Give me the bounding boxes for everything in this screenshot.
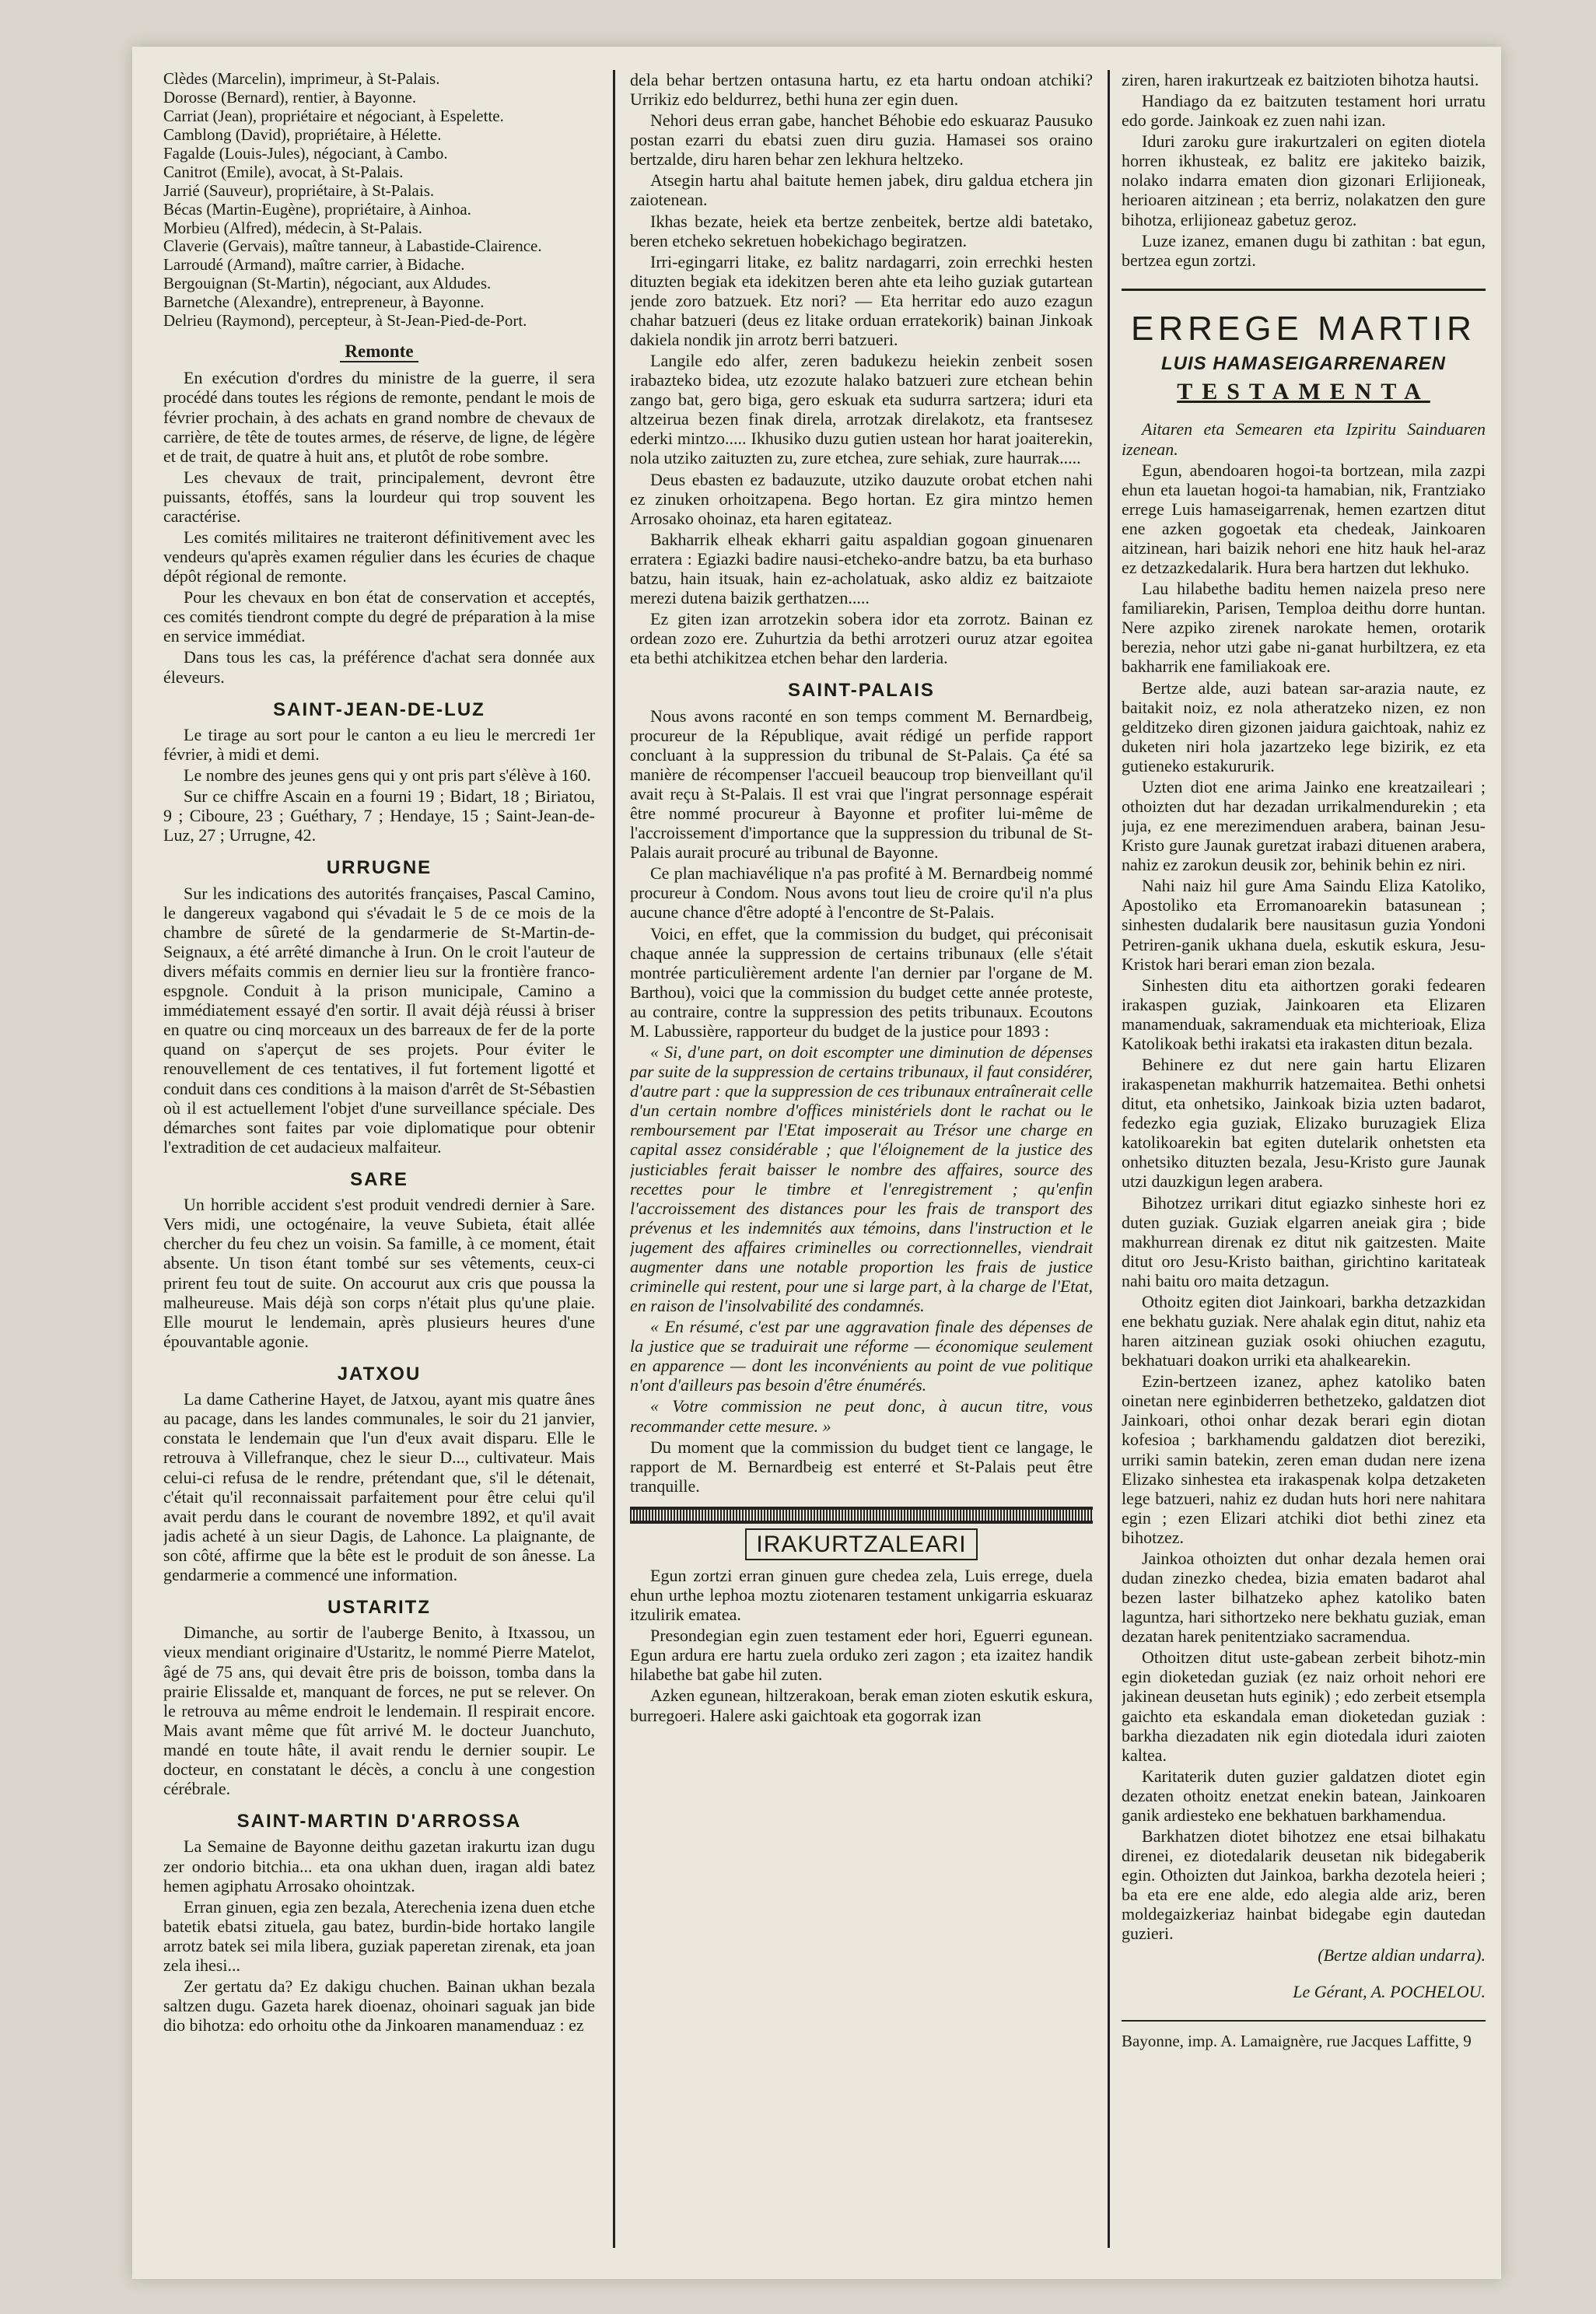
paragraph: La dame Catherine Hayet, de Jatxou, ayant mis quatre ânes au pacage, dans les landes communales, le soir du 21 janvier, constata le lendemain que l'un d'eux avait disparu. Elle le retrouva à Villefranque, chez le sieur D..., cultivateur. Mais celui-ci refusa de le rendre, prétendant que, s'il le détenait, c'était qu'il reconnaissait parfaitement pour être celui qu'il avait perdu dans le courant de novembre 1892, et qu'il avait jadis acheté à un sieur Dagis, de Lahonce. La plaignante, de son côté, affirme que la bête est le produit de son ânesse. La gendarmerie a commencé une information. — [163, 1389, 595, 1584]
gerant-signature: Le Gérant, A. POCHELOU. — [1293, 1981, 1486, 2001]
paragraph: Egun zortzi erran ginuen gure chedea zela, Luis errege, duela ehun urthe lephoa moztu ziotenaren testament unkigarria eskuaraz itzulirik ematea. — [630, 1566, 1093, 1625]
paragraph: Irri-egingarri litake, ez balitz nardagarri, zoin errechki hesten dituzten begiak eta idekitzen beren ahte eta leiho guziak gutartean jende zoro batzuek. Etz nori? — Eta herritar edo auzo ezagun chahar batzueri (deus ez litake orduan erratekorik) bainan Jinkoak dakiela nondik jin arrotz berri batzueri. — [630, 251, 1093, 350]
paragraph: Les chevaux de trait, principalement, devront être puissants, étoffés, sans la lourdeur qui trop souvent les caractérise. — [163, 467, 595, 526]
paragraph: Azken egunean, hiltzerakoan, berak eman zioten eskutik eskura, burregoeri. Halere aski gaichtoak eta gogorrak izan — [630, 1686, 1093, 1725]
quote-paragraph: « Si, d'une part, on doit escompter une diminution de dépenses par suite de la suppression de certains tribunaux, il faut considérer, d'autre part : que la suppression de ces tribunaux entraînerait celle d'un certain nombre d'offices ministériels dont le rachat ou le remboursement par l'Etat imposerait au Trésor une charge en capital assez considérable ; que l'éloignement de la justice des justiciables ferait baisser le nombre des affaires, source des recettes pour le timbre et l'enregistrement ; qu'enfin l'accroissement des distances pour les frais de transport des prévenus et les indemnités aux témoins, dans l'instruction et le jugement des affaires criminelles ou correctionnelles, viendrait augmenter dans une notable proportion les frais de justice criminelle qui restent, pour une si large part, à la charge de l'Etat, en raison de l'insolvabilité des condamnés. — [630, 1042, 1093, 1316]
ornamental-rule — [630, 1507, 1093, 1524]
column-rule-1 — [613, 70, 615, 2248]
paragraph: Bihotzez urrikari ditut egiazko sinheste hori ez duten guziak. Guziak elgarren aneiak gira ; bide makhurrean direnak ez ditut nik gaitzesten. Maite ditut oro Jesu-Kristo baithan, girichtino karitateak nahi baitu oro maita detzagun. — [1122, 1192, 1486, 1290]
paragraph: Egun, abendoaren hogoi-ta bortzean, mila zazpi ehun eta lauetan hogoi-ta hamabian, nik, Frantziako errege Luis hamaseigarrenak, hemen ezartzen ditut ene azken gogoetak eta chedeak, Jainkoaren aitzinean, hari baizik nehori ene hitz hauk hel-araz ez detzazkedalarik. Hura bera hartzen dut lekhuko. — [1122, 460, 1486, 578]
list-item: Dorosse (Bernard), rentier, à Bayonne. — [163, 87, 417, 107]
paragraph: Presondegian egin zuen testament eder hori, Eguerri egunean. Egun ardura ere hartu zuela orduko zeri zagon ; eta izaitez handik hilabethe bat gabe hil zuten. — [630, 1626, 1093, 1685]
sma-heading: SAINT-MARTIN D'ARROSSA — [236, 1811, 522, 1833]
paragraph: La Semaine de Bayonne deithu gazetan irakurtu izan dugu zer ondorio bitchia... eta ona ukhan duen, iragan aldi batez hemen agiphatu Arrosako ohointzak. — [163, 1836, 595, 1896]
sare-heading: SARE — [350, 1168, 408, 1190]
paragraph: Sinhesten ditu eta aithortzen goraki fedearen irakaspen guziak, Jainkoaren eta Elizaren manamenduak, sakramenduak eta michterioak, Eliza Katolikoak bethi irakatsi eta irakasten ditun bezala. — [1122, 975, 1486, 1053]
list-item: Bécas (Martin-Eugène), propriétaire, à Ainhoa. — [163, 199, 471, 219]
testament-heading: TESTAMENTA — [1177, 379, 1430, 405]
list-item: Carriat (Jean), propriétaire et négociant, à Espelette. — [163, 106, 504, 125]
paragraph: Iduri zaroku gure irakurtzaleri on egiten diotela horren ikhusteak, ez balitz ere jakiteko baizik, nolako indarra ematen dion gizonari Erlijioneak, herioaren aitzinean ; eta berriz, nolakatzen den gure bihotza, erlijioneaz gabetuz geroz. — [1122, 131, 1486, 229]
column-rule-2 — [1108, 70, 1110, 2248]
paragraph: Nahi naiz hil gure Ama Saindu Eliza Katoliko, Apostoliko eta Erromanoarekin batasunean ; sinhesten dudalarik bere nausitasun guzia Yondoni Petriren-ganik ukhana duela, eskutik eskura, Jesu-Kristok hari berari eman zion bezala. — [1122, 876, 1486, 974]
paragraph: Nehori deus erran gabe, hanchet Béhobie edo eskuaraz Pausuko postan ezarri du ebatsi zuen diru guzia. Hamasei sos oraino bertzalde, diru haren behar zen lekhura heltzeko. — [630, 110, 1093, 170]
paragraph: Ezin-bertzeen izanez, aphez katoliko baten oinetan nere eginbiderren bethetzeko, galdatzen diot Jainkoari, othoi onhar dezak berari egin diotan kofesioa ; barkhamendu galdatzen diot bereziki, urriki samin batekin, zeren eman dudan nere izena Elizako sinhestea eta irakaspenak kolpa detzaketen lege batzueri, nahiz ez dudan huts hori nere nahitara egin ; ezen Elizari atchiki diot bethi zinez eta bihotzez. — [1122, 1371, 1486, 1547]
paragraph: Behinere ez dut nere gain hartu Elizaren irakaspenetan makhurrik hatzemaitea. Bethi onhetsi ditut, eta onhetsiko, Jainkoak bizia uzten badarot, fedezko egia guziak, Elizako buruzagiek Eliza katolikoarekin bat egiten dutelarik onhetsten eta onhetsiko dituzten bezala, Jesu-Kristo gure Jaunak utzi dauzkigun legen arabera. — [1122, 1054, 1486, 1192]
paragraph: Dans tous les cas, la préférence d'achat sera donnée aux éleveurs. — [163, 647, 595, 687]
paragraph: Handiago da ez baitzuten testament hori urratu edo gorde. Jainkoak ez zuen nahi izan. — [1122, 91, 1486, 131]
paragraph: Pour les chevaux en bon état de conservation et acceptés, ces comités tiendront compte du degré de préparation à la mise en service immédiat. — [163, 587, 595, 646]
paragraph: Ikhas bezate, heiek eta bertze zenbeitek, bertze aldi batetako, beren etcheko sekretuen hobekichago begiratzen. — [630, 211, 1093, 250]
divider — [1122, 289, 1486, 291]
paragraph: Ez giten izan arrotzekin sobera idor eta zorrotz. Bainan ez ordean zozo ere. Zuhurtzia da bethi arrotzeri ouruz atzar egoitea eta bethi atchikitzea etchen behar den larderia. — [630, 609, 1093, 668]
paragraph: Du moment que la commission du budget tient ce langage, le rapport de M. Bernardbeig est enterré et St-Palais peut être tranquille. — [630, 1437, 1093, 1496]
paragraph: Voici, en effet, que la commission du budget, qui préconisait chaque année la suppression de certains tribunaux (elle s'était montrée particulièrement ardente l'an dernier par l'organe de M. Barthou), voici que la commission du budget cette année proteste, au contraire, contre la suppression des petits tribunaux. Ecoutons M. Labussière, rapporteur du budget de la justice pour 1893 : — [630, 923, 1093, 1041]
paragraph: Bertze alde, auzi batean sar-arazia naute, ez baitakit noiz, ez nola atheratzeko nizen, ez non gelditzeko diren gizonen jaidura gaichtoak, nahiz ez duketen niri hola jazartzeko lege bizirik, ez eta gutieneko estakururik. — [1122, 677, 1486, 775]
list-item: Clèdes (Marcelin), imprimeur, à St-Palais. — [163, 70, 440, 88]
paragraph: Uzten diot ene arima Jainko ene kreatzaileari ; othoizten dut har dezadan urrikalmendurekin ; eta juja, ez ene merezimenduen arabera, bainan Jesu-Kristo gure Jaunak guretzat irabazi dituenen arabera, nahiz ez zarokun deusik zor, behinik behin ez niri. — [1122, 776, 1486, 875]
testament-title: ERREGE MARTIR — [1131, 309, 1476, 348]
paragraph: Jainkoa othoizten dut onhar dezala hemen orai dudan zinezko chedea, bizia ematen badarot ahal bezen laster bilhatzeko aphez katoliko baten laguntza, hari sithortzeko nere bekhatu guziak, eman dezatan harek penitentziako sacramendua. — [1122, 1548, 1486, 1647]
quote-paragraph: « Votre commission ne peut donc, à aucun titre, vous recommander cette mesure. » — [630, 1396, 1093, 1436]
list-item: Jarrié (Sauveur), propriétaire, à St-Palais. — [163, 180, 435, 200]
paragraph: Un horrible accident s'est produit vendredi dernier à Sare. Vers midi, une octogénaire, la veuve Subieta, était allée chercher du feu chez un voisin. Sa famille, à ce moment, était absente. Un tison étant tombé sur ses vêtements, ceux-ci prirent feu tout de suite. On accourut aux cris que poussa la malheureuse. Mais déjà son corps n'était plus qu'une plaie. Elle mourut le lendemain, après plusieurs heures d'une épouvantable agonie. — [163, 1195, 595, 1351]
paragraph: Le tirage au sort pour le canton a eu lieu le mercredi 1er février, à midi et demi. — [163, 724, 595, 765]
sjdl-heading: SAINT-JEAN-DE-LUZ — [273, 698, 485, 720]
paragraph: Erran ginuen, egia zen bezala, Aterechenia izena duen etche batetik ebatsi zituela, gau batez, burdin-bide hortako langile arrotz batek sei mila libera, guziak paperetan zirenak, eta joan zela ihesi... — [163, 1896, 595, 1975]
list-item: Camblong (David), propriétaire, à Hélette. — [163, 124, 442, 144]
paragraph: Othoitz egiten diot Jainkoari, barkha detzazkidan ene bekhatu guziak. Nere ahalak egin ditut, nahiz eta haren aitzinean guziak osoki ohiuchen ezagutu, bekhatuari doakon urriki eta ahalkearekin. — [1122, 1291, 1486, 1371]
paragraph: Ce plan machiavélique n'a pas profité à M. Bernardbeig nommé procureur à Condom. Nous avons tout lieu de croire qu'il n'a plus aucune chance d'être adopté à l'encontre de St-Palais. — [630, 863, 1093, 922]
list-item: Fagalde (Louis-Jules), négociant, à Cambo. — [163, 143, 448, 163]
invocation: Aitaren eta Semearen eta Izpiritu Sainduaren izenean. — [1122, 419, 1486, 459]
paragraph: Sur les indications des autorités françaises, Pascal Camino, le dangereux vagabond qui s'évadait le 5 de ce mois de la chambre de sûreté de la gendarmerie de St-Martin-de-Seignaux, a été arrêté dimanche à Irun. On le croit l'auteur de divers méfaits commis en dernier lieu sur la frontière franco-espgnole. Conduit à la prison municipale, Camino a immédiatement essayé d'en sortir. Il avait déjà réussi à briser en quatre ou cinq morceaux un des barreaux de fer de la porte quand on s'aperçut de ses projets. Pour éviter le renouvellement de ces tentatives, il fut fortement ligotté et conduit dans ces conditions à la maison d'arrêt de St-Sébastien où il est actuellement l'objet d'une surveillance spéciale. Des démarches sont faites par voie diplomatique pour obtenir l'extradition de cet audacieux malfaiteur. — [163, 883, 595, 1157]
testament-subtitle: LUIS HAMASEIGARRENAREN — [1160, 352, 1446, 374]
irak-heading: IRAKURTZALEARI — [630, 1532, 1093, 1558]
remonte-heading: Remonte — [163, 341, 595, 362]
paragraph: En exécution d'ordres du ministre de la guerre, il sera procédé dans toutes les régions de remonte, pendant le mois de février prochain, à des achats en grand nombre de chevaux de carrière, de tête de toutes armes, de réserve, de ligne, de légère et de trait, de quatre à huit ans, et plutôt de robe sombre. — [163, 368, 595, 466]
column-3 — [1122, 70, 1486, 2256]
paragraph: Barkhatzen diotet bihotzez ene etsai bilhakatu direnei, ez diotedalarik deusetan nik bidegaberik egin. Othoizten dut Jainkoa, barkha dezotela heieri ; ba eta ere ene alde, edo alegia alde ariz, beren moldegaizkeriaz hainbat bidegabe egin dautedan guzieri. — [1122, 1826, 1486, 1944]
paragraph: Dimanche, au sortir de l'auberge Benito, à Itxassou, un vieux mendiant originaire d'Ustaritz, le nommé Pierre Matelot, âgé de 75 ans, qui devait être pris de boisson, tomba dans la prairie Elissalde et, manquant de forces, ne put se relever. On le retrouva au même endroit le lendemain. Il respirait encore. Mais avant même que fût arrivé M. le docteur Juanchuto, mandé en toute hâte, il avait rendu le dernier soupir. Le docteur, en constatant le décès, a conclu à une congestion cérébrale. — [163, 1623, 595, 1798]
paragraph: Nous avons raconté en son temps comment M. Bernardbeig, procureur de la République, avait rédigé un perfide rapport concluant à la suppression du tribunal de St-Palais. Ça été sa manière de récompenser l'accueil beaucoup trop bienveillant qu'il avait reçu à St-Palais. Il est vrai que l'ingrat personnage espérait être nommé procureur à Bayonne et profiter lui-même de l'accroissement d'importance que la suppression du tribunal de St-Palais aurait procuré au tribunal de Bayonne. — [630, 705, 1093, 863]
paragraph: Zer gertatu da? Ez dakigu chuchen. Bainan ukhan bezala saltzen dugu. Gazeta harek dioenaz, ohoinari saguak jan bide dio bihotza: edo orhoitu othe da Jinkoaren manamenduaz : ez — [163, 1976, 595, 2036]
list-item: Claverie (Gervais), maître tanneur, à Labastide-Clairence. — [163, 236, 542, 256]
paragraph: Les comités militaires ne traiteront définitivement avec les vendeurs qu'après examen régulier dans les écuries de chaque dépôt régional de remonte. — [163, 527, 595, 586]
paragraph: Bakharrik elheak ekharri gaitu aspaldian gogoan ginuenaren erratera : Egiazki badire nausi-etcheko-andre batzu, ba eta burhaso batzu, hain itsuak, hain ez-acholatuak, asko aldiz ez baitzaiote merezi dutena baizik gerthatzen..... — [630, 529, 1093, 608]
ustaritz-heading: USTARITZ — [327, 1597, 431, 1618]
paragraph: Lau hilabethe baditu hemen naizela preso nere familiarekin, Parisen, Temploa deithu dorre huntan. Nere azpiko zirenek narokate hemen, orotarik berezia, nehor utzi gabe ni-ganat hurbiltzera, ez eta bakharrik ene familiakoak ere. — [1122, 579, 1486, 677]
name-list — [163, 70, 595, 331]
paragraph: Le nombre des jeunes gens qui y ont pris part s'élève à 160. — [184, 765, 591, 786]
jatxou-heading: JATXOU — [337, 1363, 422, 1385]
paragraph: Sur ce chiffre Ascain en a fourni 19 ; Bidart, 18 ; Biriatou, 9 ; Ciboure, 23 ; Guéthary, 7 ; Hendaye, 15 ; Saint-Jean-de-Luz, 27 ; Urrugne, 42. — [163, 786, 595, 845]
to-be-continued: (Bertze aldian undarra). — [1318, 1945, 1486, 1965]
printer-imprint: Bayonne, imp. A. Lamaignère, rue Jacques Laffitte, 9 — [1122, 2020, 1486, 2051]
paragraph: dela behar bertzen ontasuna hartu, ez eta hartu ondoan atchiki? Urrikiz edo beldurrez, bethi huna zer egin duen. — [630, 70, 1093, 110]
paragraph: Karitaterik duten guzier galdatzen diotet egin dezaten othoitz enetzat enekin batean, Jainkoaren ganik ardiesteko ene bekhatuen barkhamendua. — [1122, 1766, 1486, 1825]
list-item: Bergouignan (St-Martin), négociant, aux Aldudes. — [163, 274, 492, 293]
list-item: Morbieu (Alfred), médecin, à St-Palais. — [163, 218, 422, 237]
paragraph: Othoitzen ditut uste-gabean zerbeit bihotz-min egin dioketedan guziak (ez naiz orhoit nehori ere jakinean deusetan huts eginik) ; edo zerbeit etsempla gaichto eta eskandala eman dioketedan guziak : barkha diezadaten nik egin diotedala iduri zaioten kaltea. — [1122, 1647, 1486, 1765]
stp-heading: SAINT-PALAIS — [788, 680, 935, 702]
paragraph: Atsegin hartu ahal baitute hemen jabek, diru galdua etchera jin zaiotenean. — [630, 170, 1093, 210]
paragraph: Luze izanez, emanen dugu bi zathitan : bat egun, bertzea egun zortzi. — [1122, 230, 1486, 270]
list-item: Delrieu (Raymond), percepteur, à St-Jean-Pied-de-Port. — [163, 311, 527, 331]
paragraph: Langile edo alfer, zeren badukezu heiekin zenbeit sosen irabazteko bidea, utz ezozute halako batzueri zure etchean behin zango bat, gero biga, gero eskuak eta sudurra sartzera; iduri eta altzeirua bezen finak direla, arrotzak direlakotz, eta frantsesez ederki mintzo..... Ikhusiko duzu gutien ustean hor harat joaiterekin, nola utziko zaituzten zu, zure etchea, zure sehiak, zure haurrak..... — [630, 351, 1093, 468]
list-item: Canitrot (Emile), avocat, à St-Palais. — [163, 162, 404, 181]
column-2 — [630, 70, 1093, 2256]
paragraph: Deus ebasten ez badauzute, utziko dauzute orobat etchen nahi ez zinuken orhoitzapena. Bego hortan. Ez gira mintzo hemen Arrosako ohoinaz, eta haren egitateaz. — [630, 469, 1093, 528]
list-item: Larroudé (Armand), maître carrier, à Bidache. — [163, 255, 465, 275]
quote-paragraph: « En résumé, c'est par une aggravation finale des dépenses de la justice que se traduirait une réforme — économique seulement en apparence — dont les inconvénients au point de vue politique n'ont d'ailleurs pas besoin d'être énumérés. — [630, 1317, 1093, 1395]
list-item: Barnetche (Alexandre), entrepreneur, à Bayonne. — [163, 292, 485, 312]
column-1 — [163, 70, 595, 2256]
paragraph: ziren, haren irakurtzeak ez baitzioten bihotza hautsi. — [1122, 70, 1479, 89]
newspaper-page — [132, 47, 1501, 2279]
urrugne-heading: URRUGNE — [326, 857, 432, 879]
